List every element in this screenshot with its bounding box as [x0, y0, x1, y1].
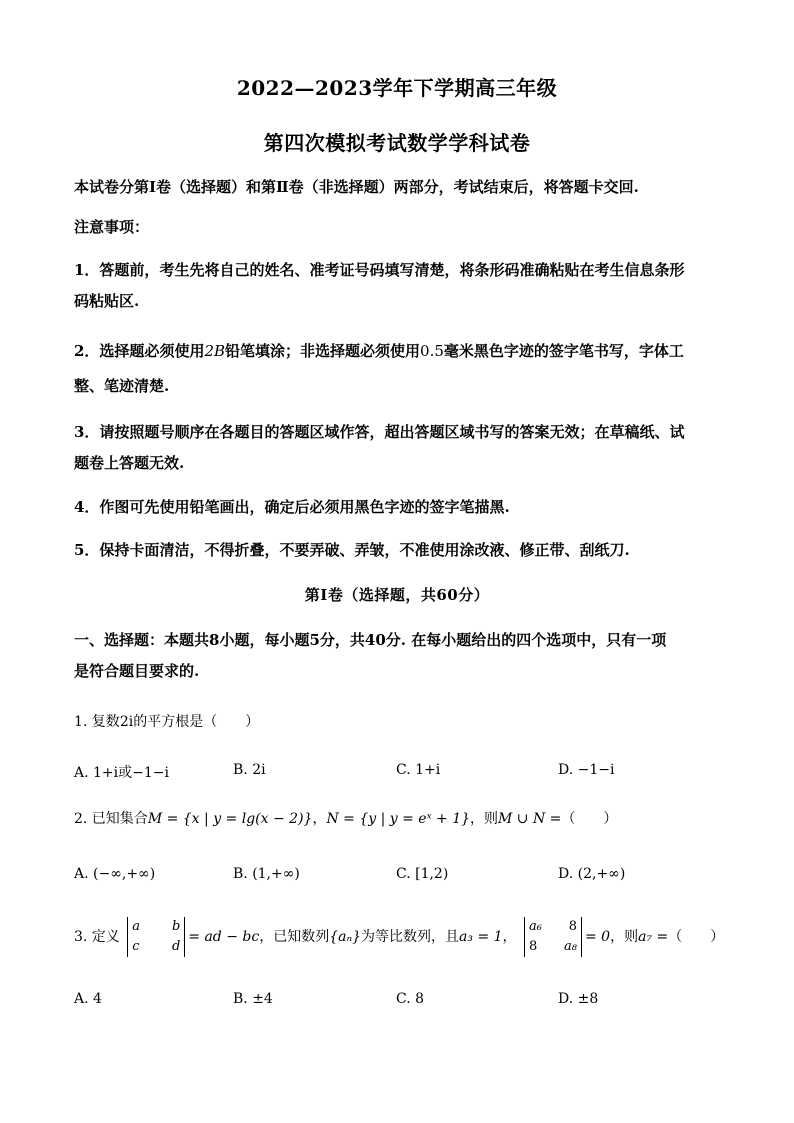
note-1-line2: 码粘贴区.	[74, 292, 140, 310]
intro-text: 本试卷分第Ⅰ卷（选择题）和第Ⅱ卷（非选择题）两部分，考试结束后，将答题卡交回.	[74, 178, 639, 196]
notes-heading: 注意事项：	[74, 218, 150, 236]
q2-option-d: D. (2,+∞)	[558, 866, 626, 882]
note-2-pre: 2．选择题必须使用	[74, 342, 205, 360]
det-cell: a	[132, 919, 141, 934]
note-2-line2: 整、笔迹清楚.	[74, 377, 170, 395]
det-cell: 8	[529, 939, 538, 954]
question-1	[74, 711, 259, 731]
q1-expr: 2i	[119, 714, 134, 730]
q3-option-a: A. 4	[74, 991, 102, 1007]
question-3	[74, 917, 724, 957]
q3-cond: a₃ = 1	[459, 929, 503, 945]
q1-post: 的平方根是（ ）	[133, 714, 260, 730]
q3-det-eq: = ad − bc	[188, 929, 260, 945]
q2-tail: （ ）	[561, 811, 618, 827]
question-2	[74, 808, 617, 828]
section1-line2: 是符合题目要求的.	[74, 662, 200, 680]
q3-mid2: 为等比数列，且	[361, 929, 460, 945]
section1-line1: 一、选择题：本题共8小题，每小题5分，共40分. 在每小题给出的四个选项中，只有一项	[74, 631, 667, 649]
note-2-pencil: 2B	[204, 342, 226, 360]
q2-option-c: C. [1,2)	[396, 866, 449, 882]
q1-option-b: B. 2i	[233, 762, 266, 778]
note-3-line1: 3．请按照题号顺序在各题目的答题区域作答，超出答题区域书写的答案无效；在草稿纸、试	[74, 423, 685, 441]
q3-option-c: C. 8	[396, 991, 425, 1007]
note-3-line2: 题卷上答题无效.	[74, 454, 185, 472]
q3-mid3: ，则	[610, 929, 639, 945]
det-cell: a₆	[529, 919, 542, 934]
note-5: 5．保持卡面清洁，不得折叠，不要弄破、弄皱，不准使用涂改液、修正带、刮纸刀.	[74, 541, 630, 559]
q1-option-d: D. −1−i	[558, 762, 615, 778]
note-2-mm: 0.5	[420, 342, 444, 360]
det-cell: 8	[568, 919, 577, 934]
det-cell: c	[132, 939, 140, 954]
q3-det2-eq: = 0	[585, 929, 611, 945]
q3-determinant-definition	[127, 917, 185, 957]
q2-option-b: B. (1,+∞)	[233, 866, 300, 882]
note-2-mid: 铅笔填涂；非选择题必须使用	[225, 342, 421, 360]
q3-pre: 3. 定义	[74, 929, 120, 945]
det-cell: b	[171, 919, 181, 934]
note-4: 4．作图可先使用铅笔画出，确定后必须用黑色字迹的签字笔描黑.	[74, 498, 510, 516]
note-1-line1: 1．答题前，考生先将自己的姓名、准考证号码填写清楚，将条形码准确粘贴在考生信息条形	[74, 261, 685, 279]
q3-determinant-condition	[524, 917, 582, 957]
note-2-post: 毫米黑色字迹的签字笔书写，字体工	[443, 342, 684, 360]
q3-seq: {aₙ}	[329, 929, 362, 945]
note-2-line1	[74, 340, 684, 361]
det-cell: a₈	[564, 939, 577, 954]
q1-pre: 1. 复数	[74, 714, 120, 730]
det-cell: d	[171, 939, 181, 954]
q2-set-m: M = {x | y = lg(x − 2)}	[147, 811, 313, 827]
q2-pre: 2. 已知集合	[74, 811, 148, 827]
part1-heading: 第Ⅰ卷（选择题，共60分）	[304, 586, 490, 604]
q3-ask: a₇ =	[638, 929, 669, 945]
q3-option-b: B. ±4	[233, 991, 273, 1007]
q2-option-a: A. (−∞,+∞)	[74, 866, 156, 882]
q3-comma: ，	[502, 929, 517, 945]
q3-option-d: D. ±8	[558, 991, 599, 1007]
q2-set-n: N = {y | y = eˣ + 1}	[326, 811, 471, 827]
q3-tail: （ ）	[668, 929, 725, 945]
q2-expr: M ∪ N =	[498, 811, 562, 827]
q1-option-a: A. 1+i或−1−i	[74, 765, 169, 781]
q2-sep: ，	[312, 811, 327, 827]
exam-title-line1: 2022—2023学年下学期高三年级	[236, 76, 558, 100]
q1-option-c: C. 1+i	[396, 762, 441, 778]
q3-mid1: ，已知数列	[259, 929, 330, 945]
exam-title-line2: 第四次模拟考试数学学科试卷	[263, 131, 531, 155]
q2-post: ，则	[470, 811, 499, 827]
